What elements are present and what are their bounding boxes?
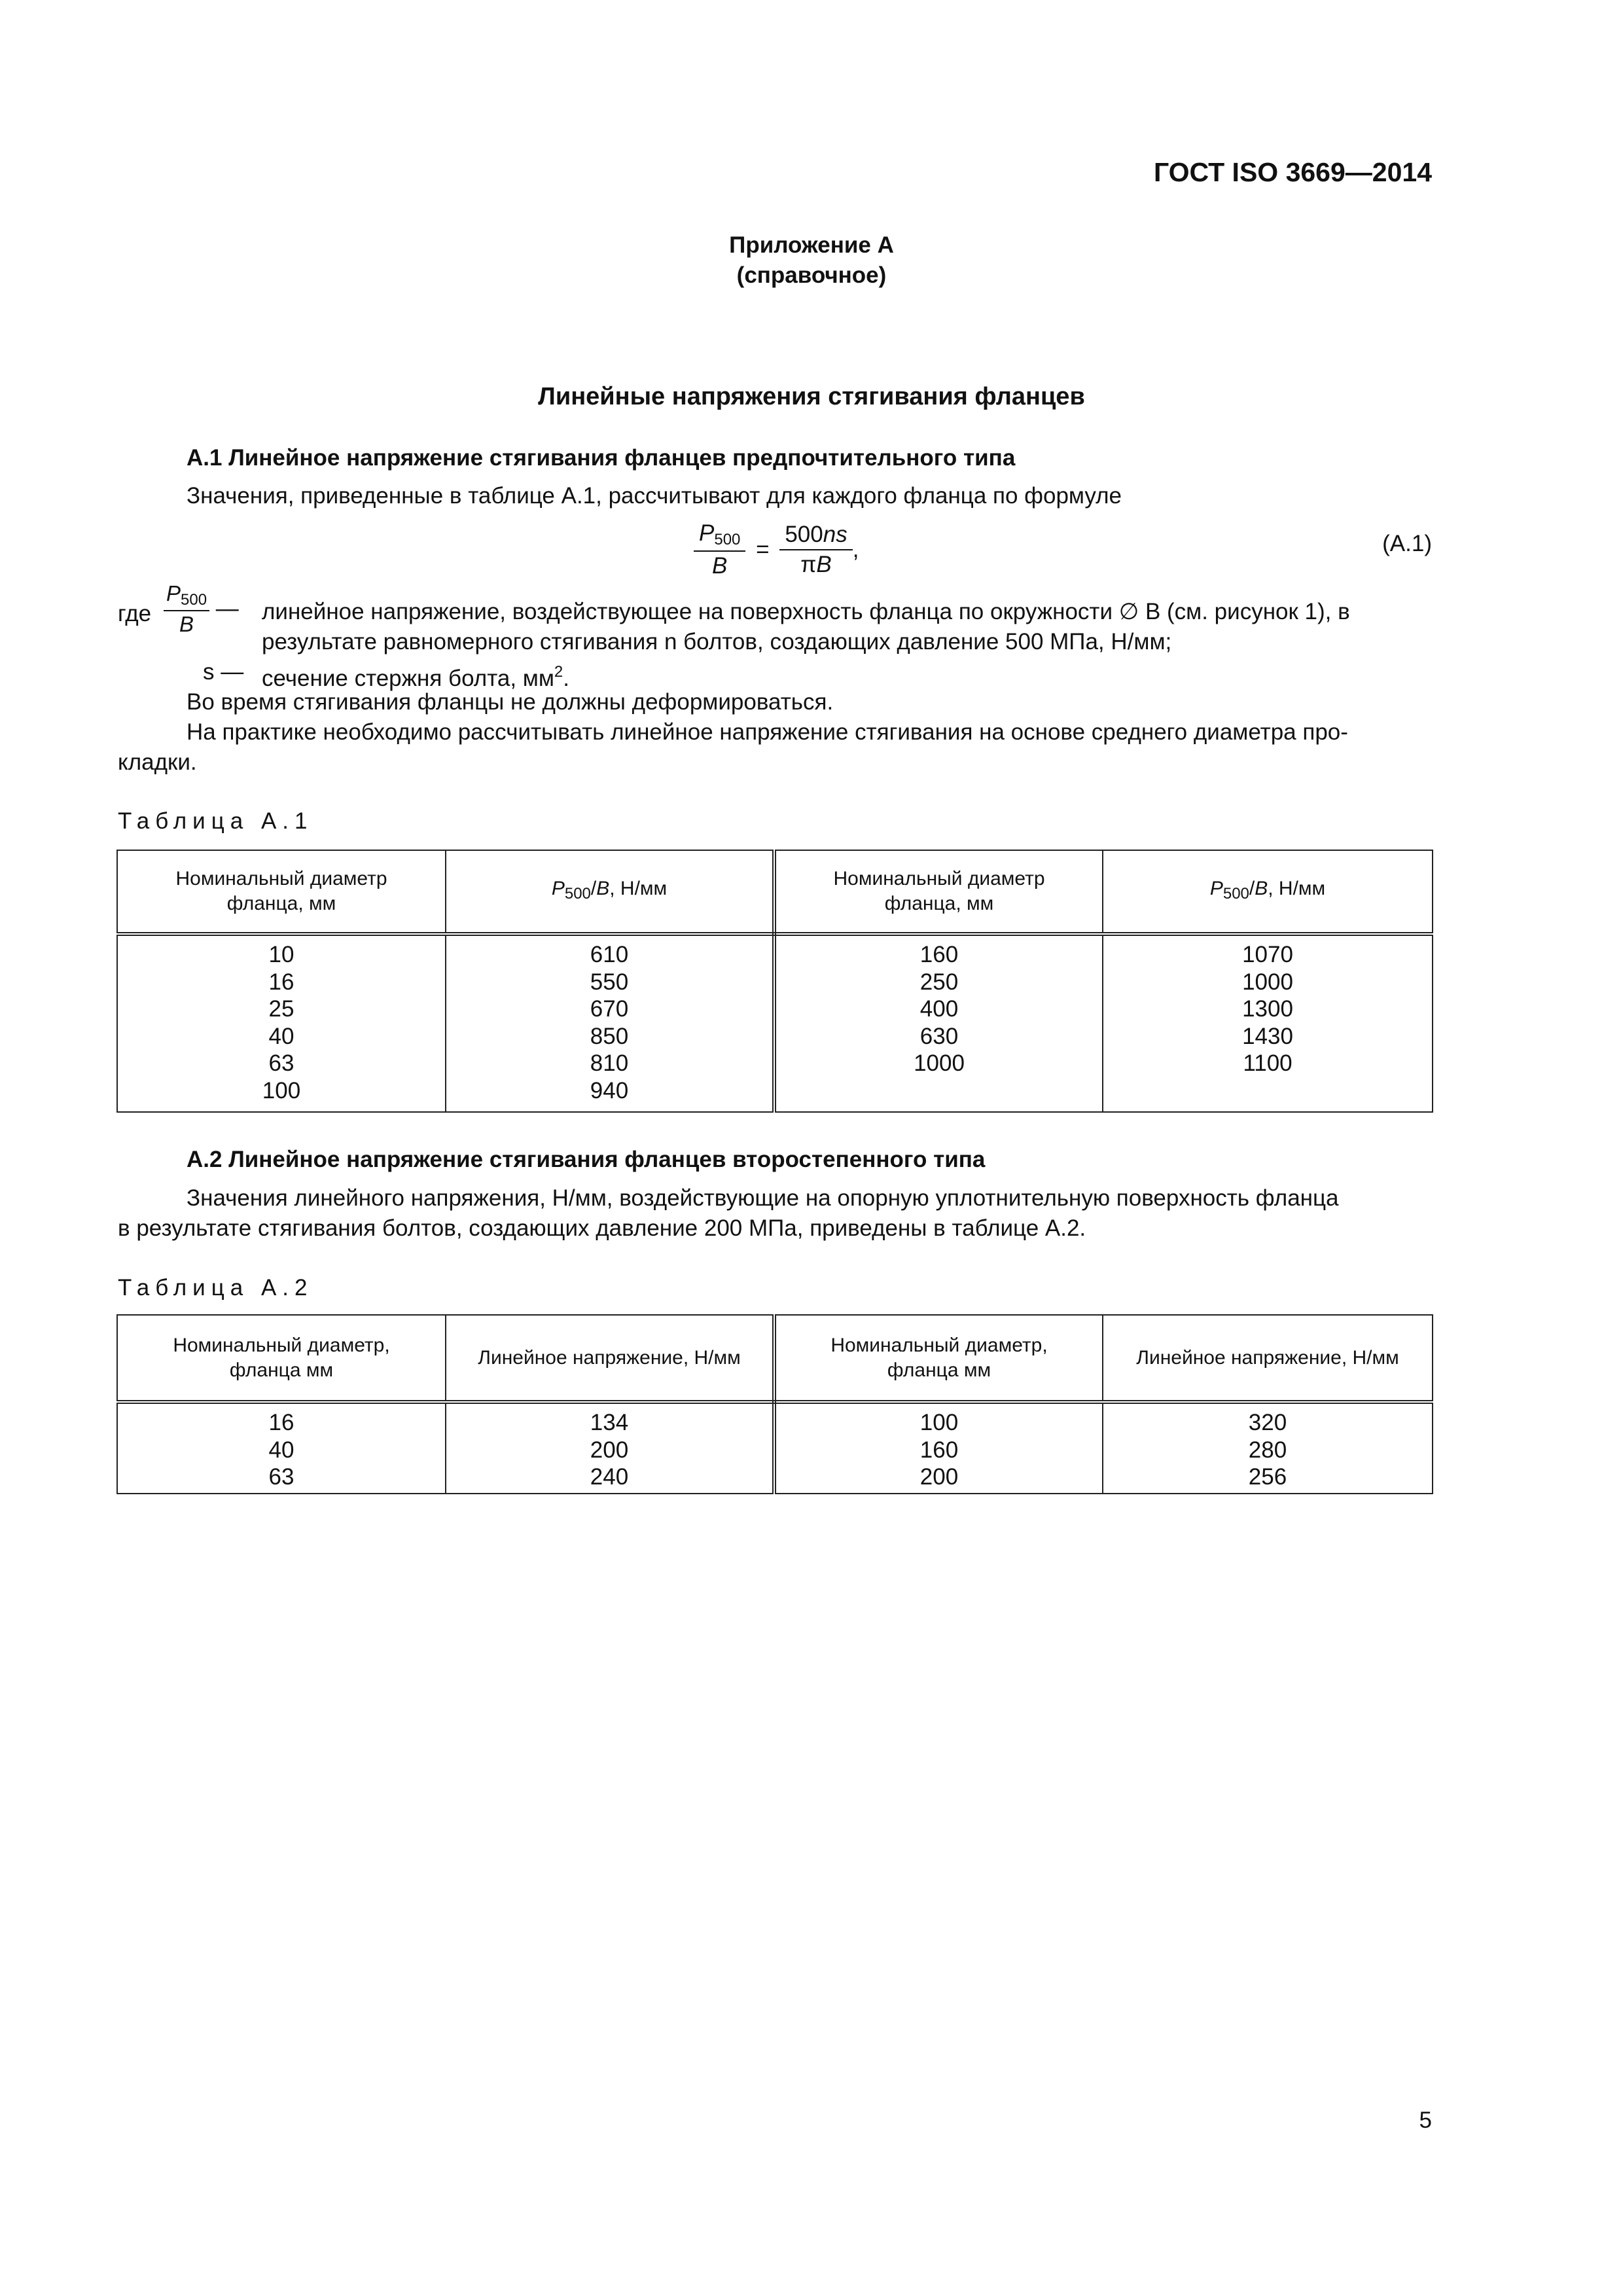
table-cell: 240: [590, 1464, 629, 1490]
table-cell: 280: [1248, 1437, 1287, 1463]
section-a2-para-line-2: в результате стягивания болтов, создающих давление 200 МПа, приведены в таблице А.2.: [118, 1215, 1086, 1241]
document-standard-number: ГОСТ ISO 3669—2014: [1153, 157, 1432, 187]
formula-lhs: $\frac{P_{500}}{B}$: [694, 520, 745, 579]
table-cell: 25: [268, 996, 294, 1022]
formula-a1: $\frac{P_{500}}{B}$ = $\frac{500ns}{\pi B}$ ,: [694, 520, 859, 579]
definition-2-text: сечение стержня болта, мм: [262, 666, 554, 691]
table-a2-header-diameter-1: Номинальный диаметр, фланца мм: [117, 1315, 446, 1402]
table-cell: 1100: [1243, 1050, 1293, 1076]
table-cell: 670: [590, 996, 629, 1022]
table-a2-header-stress-1: Линейное напряжение, Н/мм: [446, 1315, 774, 1402]
definition-2: сечение стержня болта, $мм^2$.: [262, 663, 569, 691]
paragraph-practice-line-2: кладки.: [118, 749, 197, 775]
table-cell: 1070: [1242, 942, 1293, 967]
table-a1-col-diameter-2: [774, 934, 1103, 1112]
table-a2-header-diameter-2: Номинальный диаметр, фланца мм: [774, 1315, 1103, 1402]
table-cell: 100: [262, 1077, 301, 1103]
table-cell: 160: [919, 942, 959, 967]
main-title: Линейные напряжения стягивания фланцев: [538, 383, 1085, 410]
table-a2: [116, 1314, 1433, 1494]
table-cell: 1000: [1242, 969, 1293, 995]
formula-rhs: $\frac{500ns}{\pi B}$: [779, 522, 852, 578]
table-a1-col-stress-1: [446, 934, 774, 1112]
table-cell: 1000: [914, 1050, 965, 1076]
table-cell: 16: [268, 969, 294, 995]
table-a2-header-row: [117, 1315, 1433, 1402]
table-cell: 320: [1248, 1410, 1287, 1435]
where-word: где: [118, 601, 152, 626]
table-a1-header-diameter-1: Номинальный диаметр фланца, мм: [117, 850, 446, 934]
table-cell: 1300: [1242, 996, 1293, 1022]
table-a1-header-stress-2: $P_{500}/B$, Н/мм: [1103, 850, 1433, 934]
definition-symbol-p500-b: $\frac{P_{500}}{B}$ —: [164, 581, 239, 637]
table-a1-col-stress-2: [1103, 934, 1433, 1112]
section-a2-para-line-1: Значения линейного напряжения, Н/мм, воздействующие на опорную уплотнительную поверхность фланца: [187, 1185, 1339, 1211]
table-cell: 400: [919, 996, 959, 1022]
table-a1-body-row: [117, 934, 1433, 1112]
table-cell: 810: [590, 1050, 629, 1076]
table-cell: 940: [590, 1077, 629, 1103]
appendix-title: Приложение А: [729, 232, 894, 258]
table-cell: 40: [268, 1437, 294, 1463]
section-a2-heading: А.2 Линейное напряжение стягивания фланцев второстепенного типа: [187, 1147, 986, 1172]
table-cell: 550: [590, 969, 629, 995]
page-number: 5: [1419, 2108, 1432, 2133]
paragraph-no-deformation: Во время стягивания фланцы не должны деформироваться.: [187, 689, 834, 715]
table-cell: 200: [919, 1464, 959, 1490]
table-a1-col-diameter-1: [117, 934, 446, 1112]
table-cell: 850: [590, 1023, 629, 1049]
table-a2-header-stress-2: Линейное напряжение, Н/мм: [1103, 1315, 1433, 1402]
section-a1-intro: Значения, приведенные в таблице А.1, рассчитывают для каждого фланца по формуле: [187, 483, 1122, 509]
table-a2-body-row: [117, 1402, 1433, 1494]
table-cell: 610: [590, 942, 629, 967]
appendix-heading: [0, 230, 1623, 291]
table-cell: 40: [268, 1023, 294, 1049]
table-a1-header-stress-1: $P_{500}/B$, Н/мм: [446, 850, 774, 934]
table-a2-col-stress-2: [1103, 1402, 1433, 1494]
section-a1-heading: А.1 Линейное напряжение стягивания фланцев предпочтительного типа: [187, 445, 1016, 471]
table-a2-col-diameter-2: [774, 1402, 1103, 1494]
table-cell: 10: [268, 942, 294, 967]
formula-number: (А.1): [1382, 531, 1432, 556]
table-a2-caption: Таблица А.2: [118, 1275, 313, 1300]
table-cell: 250: [919, 969, 959, 995]
table-a1-header-diameter-2: Номинальный диаметр фланца, мм: [774, 850, 1103, 934]
table-a1-header-row: [117, 850, 1433, 934]
table-a1: [116, 850, 1433, 1113]
table-cell: 100: [919, 1410, 959, 1435]
definition-2-symbol: s —: [203, 659, 244, 685]
table-cell: 256: [1248, 1464, 1287, 1490]
table-cell: 63: [268, 1464, 294, 1490]
table-cell: 630: [919, 1023, 959, 1049]
table-cell: 160: [919, 1437, 959, 1463]
definition-1-line-2: результате равномерного стягивания n болтов, создающих давление 500 МПа, Н/мм;: [262, 629, 1172, 655]
table-a1-caption: Таблица А.1: [118, 808, 313, 834]
table-cell: 200: [590, 1437, 629, 1463]
table-a2-col-diameter-1: [117, 1402, 446, 1494]
appendix-subtitle: (справочное): [736, 262, 887, 288]
table-cell: 16: [268, 1410, 294, 1435]
table-cell: 134: [590, 1410, 629, 1435]
table-cell: 63: [268, 1050, 294, 1076]
definition-1-line-1: линейное напряжение, воздействующее на поверхность фланца по окружности ∅ B (см. рисунок 1), в: [262, 599, 1350, 624]
table-cell: 1430: [1242, 1023, 1293, 1049]
table-a2-col-stress-1: [446, 1402, 774, 1494]
paragraph-practice-line-1: На практике необходимо рассчитывать линейное напряжение стягивания на основе среднего диаметра про-: [187, 719, 1348, 745]
